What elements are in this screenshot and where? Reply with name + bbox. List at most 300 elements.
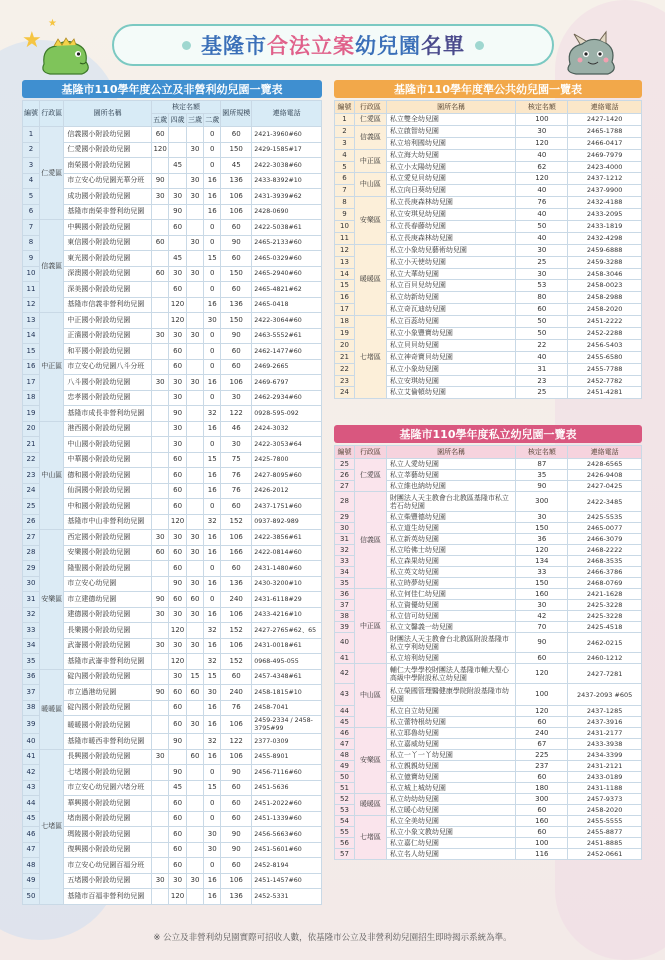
cell-n: 180 bbox=[516, 783, 568, 794]
cell-n bbox=[151, 561, 168, 577]
cell-n bbox=[151, 499, 168, 515]
cell-no: 48 bbox=[23, 858, 40, 874]
cell-n: 0 bbox=[204, 235, 221, 251]
cell-name: 深澳國小附設幼兒園 bbox=[64, 266, 152, 282]
cell-n bbox=[151, 796, 168, 812]
cell-n: 60 bbox=[516, 304, 568, 316]
cell-n: 106 bbox=[221, 607, 252, 623]
cell-n bbox=[151, 359, 168, 375]
cell-no: 4 bbox=[335, 149, 355, 161]
cell-n: 60 bbox=[169, 685, 186, 701]
cell-n: 30 bbox=[516, 125, 568, 137]
cell-n bbox=[169, 127, 186, 143]
cell-no: 21 bbox=[23, 437, 40, 453]
cell-name: 港西國小附設幼兒園 bbox=[64, 421, 152, 437]
cell-n: 30 bbox=[204, 827, 221, 843]
cell-tel: 2462-2934#60 bbox=[252, 390, 322, 406]
cell-n bbox=[186, 158, 203, 174]
cell-tel: 2422-3856#61 bbox=[252, 530, 322, 546]
cell-n: 90 bbox=[221, 328, 252, 344]
cell-name: 私立幼新幼兒園 bbox=[386, 292, 516, 304]
cell-n: 45 bbox=[169, 158, 186, 174]
table-row bbox=[23, 765, 322, 781]
cell-no: 25 bbox=[335, 459, 355, 470]
quasi-table-title: 基隆市110學年度準公共幼兒園一覽表 bbox=[334, 80, 642, 98]
cell-n: 60 bbox=[169, 842, 186, 858]
cell-n: 100 bbox=[516, 684, 568, 706]
title-part-4: 名單 bbox=[421, 34, 465, 58]
page-title bbox=[201, 30, 465, 60]
cell-n: 60 bbox=[516, 827, 568, 838]
cell-tel: 2451-4281 bbox=[568, 387, 642, 399]
cell-n: 53 bbox=[516, 280, 568, 292]
table-row bbox=[335, 794, 642, 805]
cell-no: 42 bbox=[335, 664, 355, 684]
cell-n: 16 bbox=[204, 889, 221, 905]
cell-n: 150 bbox=[516, 578, 568, 589]
cell-n bbox=[151, 716, 168, 734]
cell-tel: 2465-1788 bbox=[568, 125, 642, 137]
cell-tel: 2425-4518 bbox=[568, 622, 642, 633]
cell-tel: 2422-3485 bbox=[568, 492, 642, 512]
cell-n: 0 bbox=[204, 796, 221, 812]
table-row bbox=[335, 728, 642, 739]
cell-dist: 七堵區 bbox=[40, 749, 64, 904]
cell-tel: 2431-0018#61 bbox=[252, 638, 322, 654]
cell-name: 八斗國小附設幼兒園 bbox=[64, 375, 152, 391]
cell-n: 45 bbox=[169, 251, 186, 267]
cell-no: 14 bbox=[23, 328, 40, 344]
cell-n: 60 bbox=[169, 344, 186, 360]
table-row bbox=[23, 220, 322, 236]
cell-n: 30 bbox=[151, 530, 168, 546]
cell-name: 基隆市成長非營利幼兒園 bbox=[64, 406, 152, 422]
cell-dist: 信義區 bbox=[40, 220, 64, 313]
cell-tel: 2459-6888 bbox=[568, 244, 642, 256]
cell-name: 建德國小附設幼兒園 bbox=[64, 607, 152, 623]
table-row bbox=[23, 142, 322, 158]
cell-name: 私立全美幼兒園 bbox=[386, 816, 516, 827]
cell-no: 2 bbox=[335, 125, 355, 137]
cell-tel: 2426-2012 bbox=[252, 483, 322, 499]
table-row bbox=[23, 827, 322, 843]
cell-name: 信義國小附設幼兒園 bbox=[64, 127, 152, 143]
cell-n: 30 bbox=[169, 669, 186, 685]
cell-n: 30 bbox=[221, 390, 252, 406]
cell-name: 德和國小附設幼兒園 bbox=[64, 468, 152, 484]
cell-dist: 中正區 bbox=[40, 313, 64, 422]
cell-n: 106 bbox=[221, 204, 252, 220]
cell-n: 32 bbox=[204, 654, 221, 670]
cell-n: 23 bbox=[516, 375, 568, 387]
cell-no: 15 bbox=[335, 280, 355, 292]
header-capacity: 核定名額 bbox=[151, 101, 220, 114]
cell-name: 私立名人幼兒園 bbox=[386, 849, 516, 860]
cell-no: 56 bbox=[335, 838, 355, 849]
table-row bbox=[23, 623, 322, 639]
cell-dist: 七堵區 bbox=[354, 316, 386, 399]
cell-name: 私立百蕊幼兒園 bbox=[386, 316, 516, 328]
cell-name: 私立嘉威幼兒園 bbox=[386, 739, 516, 750]
cell-name: 中華國小附設幼兒園 bbox=[64, 452, 152, 468]
cell-name: 基隆市百福非營利幼兒園 bbox=[64, 889, 152, 905]
cell-no: 9 bbox=[23, 251, 40, 267]
cell-n: 30 bbox=[169, 328, 186, 344]
cell-tel: 2466-3786 bbox=[568, 567, 642, 578]
table-row bbox=[23, 328, 322, 344]
cell-no: 37 bbox=[23, 685, 40, 701]
cell-name: 私立小天使幼兒園 bbox=[386, 256, 516, 268]
cell-tel: 2460-1212 bbox=[568, 653, 642, 664]
cell-n bbox=[151, 452, 168, 468]
cell-n: 116 bbox=[516, 849, 568, 860]
cell-n: 150 bbox=[516, 523, 568, 534]
cell-no: 40 bbox=[23, 734, 40, 750]
cell-tel: 2458-3046 bbox=[568, 268, 642, 280]
table-row bbox=[23, 313, 322, 329]
cell-no: 55 bbox=[335, 827, 355, 838]
cell-no: 22 bbox=[23, 452, 40, 468]
cell-n bbox=[186, 765, 203, 781]
cell-n bbox=[186, 452, 203, 468]
cell-n bbox=[151, 204, 168, 220]
cell-no: 54 bbox=[335, 816, 355, 827]
cell-n: 30 bbox=[186, 576, 203, 592]
cell-no: 5 bbox=[23, 189, 40, 205]
cell-n: 0 bbox=[204, 437, 221, 453]
cell-n: 30 bbox=[221, 437, 252, 453]
cell-n: 30 bbox=[186, 235, 203, 251]
cell-n: 60 bbox=[221, 251, 252, 267]
cell-no: 19 bbox=[23, 406, 40, 422]
cell-n: 60 bbox=[169, 220, 186, 236]
cell-n: 30 bbox=[516, 600, 568, 611]
quasi-public-kindergarten-table bbox=[334, 100, 642, 399]
cell-n: 60 bbox=[169, 499, 186, 515]
cell-n bbox=[151, 654, 168, 670]
table-row bbox=[335, 125, 642, 137]
cell-name: 私立何佳仁幼兒園 bbox=[386, 589, 516, 600]
cell-name: 私立貝貝幼兒園 bbox=[386, 339, 516, 351]
cell-n: 60 bbox=[221, 796, 252, 812]
cell-n: 30 bbox=[186, 189, 203, 205]
cell-n: 25 bbox=[516, 387, 568, 399]
cell-name: 私立自立幼兒園 bbox=[386, 706, 516, 717]
table-row bbox=[23, 842, 322, 858]
cell-tel: 2433-3938 bbox=[568, 739, 642, 750]
cell-tel: 2458-7041 bbox=[252, 700, 322, 716]
cell-no: 12 bbox=[23, 297, 40, 313]
cell-name: 私立長庚森林幼兒園 bbox=[386, 197, 516, 209]
table-row bbox=[335, 149, 642, 161]
table-row bbox=[23, 173, 322, 189]
cell-no: 38 bbox=[23, 700, 40, 716]
cell-n: 120 bbox=[169, 313, 186, 329]
cell-n bbox=[151, 514, 168, 530]
cell-n: 60 bbox=[221, 858, 252, 874]
cell-no: 46 bbox=[335, 728, 355, 739]
cell-name: 基隆市暖西非營利幼兒園 bbox=[64, 734, 152, 750]
cell-no: 3 bbox=[335, 137, 355, 149]
cell-tel: 2433-2095 bbox=[568, 209, 642, 221]
cell-dist: 仁愛區 bbox=[40, 127, 64, 220]
cell-n: 30 bbox=[186, 873, 203, 889]
cell-n: 40 bbox=[516, 351, 568, 363]
table-row bbox=[335, 816, 642, 827]
cell-tel: 2469-7979 bbox=[568, 149, 642, 161]
cell-no: 36 bbox=[23, 669, 40, 685]
cell-n: 60 bbox=[169, 796, 186, 812]
cell-name: 私立愛兒貝幼兒園 bbox=[386, 173, 516, 185]
cell-n: 30 bbox=[186, 716, 203, 734]
cell-dist: 信義區 bbox=[354, 125, 386, 149]
cell-name: 私立培利國幼兒園 bbox=[386, 137, 516, 149]
cell-n bbox=[151, 700, 168, 716]
cell-n: 60 bbox=[186, 749, 203, 765]
cell-tel: 2427-2765#62、65 bbox=[252, 623, 322, 639]
table-row bbox=[23, 375, 322, 391]
cell-tel: 2452-5331 bbox=[252, 889, 322, 905]
cell-n: 60 bbox=[221, 499, 252, 515]
cell-n: 25 bbox=[516, 256, 568, 268]
cell-n: 160 bbox=[516, 589, 568, 600]
cell-name: 私立莘藝幼兒園 bbox=[386, 470, 516, 481]
table-row bbox=[23, 796, 322, 812]
cell-no: 28 bbox=[23, 545, 40, 561]
cell-tel: 2432-4298 bbox=[568, 232, 642, 244]
cell-tel: 2452-8194 bbox=[252, 858, 322, 874]
cell-n: 30 bbox=[186, 545, 203, 561]
cell-n bbox=[186, 796, 203, 812]
cell-n: 120 bbox=[169, 297, 186, 313]
cell-n bbox=[186, 561, 203, 577]
cell-n: 16 bbox=[204, 375, 221, 391]
cell-tel: 2437-1285 bbox=[568, 706, 642, 717]
cell-tel: 2427-0425 bbox=[568, 481, 642, 492]
cell-name: 私立森果幼兒園 bbox=[386, 556, 516, 567]
cell-n: 120 bbox=[169, 889, 186, 905]
cell-name: 私立小象豐寶幼兒園 bbox=[386, 328, 516, 340]
cell-n: 60 bbox=[169, 827, 186, 843]
cell-n: 136 bbox=[221, 576, 252, 592]
cell-n: 15 bbox=[204, 251, 221, 267]
cell-no: 4 bbox=[23, 173, 40, 189]
cell-tel: 2465-0329#60 bbox=[252, 251, 322, 267]
cell-tel: 2434-3399 bbox=[568, 750, 642, 761]
cell-n: 120 bbox=[169, 654, 186, 670]
cell-n bbox=[186, 858, 203, 874]
cell-n: 0 bbox=[204, 359, 221, 375]
cell-n: 30 bbox=[151, 873, 168, 889]
cell-n: 60 bbox=[221, 669, 252, 685]
cell-no: 48 bbox=[335, 750, 355, 761]
cell-n: 60 bbox=[169, 545, 186, 561]
cell-no: 51 bbox=[335, 783, 355, 794]
cell-n: 120 bbox=[516, 137, 568, 149]
cell-n: 60 bbox=[221, 359, 252, 375]
cell-name: 私立小太陽幼兒園 bbox=[386, 161, 516, 173]
cell-tel: 2468-0769 bbox=[568, 578, 642, 589]
cell-n: 30 bbox=[169, 437, 186, 453]
cell-tel: 2468-3535 bbox=[568, 556, 642, 567]
cell-tel: 2451-5601#60 bbox=[252, 842, 322, 858]
cell-n: 15 bbox=[204, 669, 221, 685]
cell-no: 37 bbox=[335, 600, 355, 611]
cell-tel: 2451-1339#60 bbox=[252, 811, 322, 827]
header-four: 四歲 bbox=[169, 114, 186, 127]
cell-n: 30 bbox=[169, 266, 186, 282]
cell-dist: 七堵區 bbox=[354, 816, 386, 860]
cell-no: 24 bbox=[335, 387, 355, 399]
cell-name: 深美國小附設幼兒園 bbox=[64, 282, 152, 298]
cell-n: 120 bbox=[516, 664, 568, 684]
cell-name: 私立幼幼幼兒園 bbox=[386, 794, 516, 805]
cell-n: 60 bbox=[169, 452, 186, 468]
cell-n bbox=[151, 282, 168, 298]
cell-name: 長樂國小附設幼兒園 bbox=[64, 623, 152, 639]
cell-n: 40 bbox=[516, 232, 568, 244]
cell-no: 50 bbox=[335, 772, 355, 783]
cell-n: 120 bbox=[169, 623, 186, 639]
cell-n: 60 bbox=[169, 483, 186, 499]
cell-n: 60 bbox=[221, 561, 252, 577]
cell-name: 私立長春藤幼兒園 bbox=[386, 221, 516, 233]
cell-no: 29 bbox=[23, 561, 40, 577]
cell-tel: 2462-0215 bbox=[568, 633, 642, 653]
cell-tel: 2455-5555 bbox=[568, 816, 642, 827]
cell-tel: 2421-3960#60 bbox=[252, 127, 322, 143]
cell-n bbox=[186, 811, 203, 827]
cell-tel: 2462-1477#60 bbox=[252, 344, 322, 360]
cell-n: 40 bbox=[516, 209, 568, 221]
header-district: 行政區 bbox=[40, 101, 64, 127]
header-three: 三歲 bbox=[186, 114, 203, 127]
cell-no: 14 bbox=[335, 268, 355, 280]
cell-n: 240 bbox=[516, 728, 568, 739]
table-row bbox=[23, 607, 322, 623]
cell-name: 私立一丫一丫幼兒園 bbox=[386, 750, 516, 761]
cell-name: 私立培利幼兒園 bbox=[386, 653, 516, 664]
table-row bbox=[335, 664, 642, 684]
cell-name: 七堵國小附設幼兒園 bbox=[64, 765, 152, 781]
cell-n: 16 bbox=[204, 204, 221, 220]
cell-n: 122 bbox=[221, 406, 252, 422]
cell-tel: 0928-595-092 bbox=[252, 406, 322, 422]
cell-name: 私立維也納幼兒園 bbox=[386, 481, 516, 492]
table-row bbox=[23, 592, 322, 608]
cell-tel: 2459-2334 / 2458-3795#99 bbox=[252, 716, 322, 734]
cell-name: 東光國小附設幼兒園 bbox=[64, 251, 152, 267]
cell-n: 0 bbox=[204, 811, 221, 827]
cell-tel: 2465-0418 bbox=[252, 297, 322, 313]
cell-tel: 2466-3079 bbox=[568, 534, 642, 545]
cell-name: 私立英文幼兒園 bbox=[386, 567, 516, 578]
cell-name: 基隆市中山非營利幼兒園 bbox=[64, 514, 152, 530]
cell-name: 私立信可幼兒園 bbox=[386, 611, 516, 622]
cell-dist: 信義區 bbox=[354, 492, 386, 589]
cell-n: 36 bbox=[516, 534, 568, 545]
cell-tel: 2455-6580 bbox=[568, 351, 642, 363]
cell-n bbox=[151, 468, 168, 484]
cell-no: 9 bbox=[335, 209, 355, 221]
public-table-title: 基隆市110學年度公立及非營利幼兒園一覽表 bbox=[22, 80, 322, 98]
cell-n bbox=[151, 406, 168, 422]
cell-no: 27 bbox=[23, 530, 40, 546]
cell-tel: 2425-5535 bbox=[568, 512, 642, 523]
cell-n: 240 bbox=[221, 685, 252, 701]
table-row bbox=[23, 468, 322, 484]
header-name: 園所名稱 bbox=[64, 101, 152, 127]
cell-n: 152 bbox=[221, 623, 252, 639]
cell-n: 67 bbox=[516, 739, 568, 750]
cell-n bbox=[186, 842, 203, 858]
cell-dist: 仁愛區 bbox=[354, 114, 386, 126]
cell-n: 60 bbox=[221, 220, 252, 236]
cell-no: 27 bbox=[335, 481, 355, 492]
cell-no: 33 bbox=[23, 623, 40, 639]
footer-note: ※ 公立及非營利幼兒園實際可招收人數，依基隆市公立及非營利幼兒園招生即時揭示系統為準。 bbox=[153, 933, 512, 943]
cell-name: 中山國小附設幼兒園 bbox=[64, 437, 152, 453]
cell-name: 私立向日葵幼兒園 bbox=[386, 185, 516, 197]
cell-n: 60 bbox=[169, 561, 186, 577]
cell-n: 30 bbox=[186, 173, 203, 189]
cell-n: 0 bbox=[204, 282, 221, 298]
cell-n: 0 bbox=[204, 765, 221, 781]
cell-no: 5 bbox=[335, 161, 355, 173]
cell-n: 30 bbox=[169, 607, 186, 623]
cell-n: 60 bbox=[169, 359, 186, 375]
cell-n bbox=[186, 654, 203, 670]
cell-n: 75 bbox=[221, 452, 252, 468]
cell-n: 60 bbox=[169, 858, 186, 874]
cell-n bbox=[186, 437, 203, 453]
cell-no: 24 bbox=[23, 483, 40, 499]
table-row bbox=[23, 669, 322, 685]
cell-name: 堵南國小附設幼兒園 bbox=[64, 811, 152, 827]
cell-n: 160 bbox=[516, 816, 568, 827]
cell-name: 長興國小附設幼兒園 bbox=[64, 749, 152, 765]
cell-tel: 2456-5403 bbox=[568, 339, 642, 351]
cell-n bbox=[169, 142, 186, 158]
cell-tel: 2421-1628 bbox=[568, 589, 642, 600]
cell-n: 90 bbox=[151, 685, 168, 701]
cell-tel: 2457-4348#61 bbox=[252, 669, 322, 685]
cell-n: 30 bbox=[151, 375, 168, 391]
cell-no: 47 bbox=[335, 739, 355, 750]
cell-n bbox=[151, 421, 168, 437]
cell-tel: 2433-8392#10 bbox=[252, 173, 322, 189]
cell-n: 120 bbox=[169, 514, 186, 530]
cell-n bbox=[186, 297, 203, 313]
cell-dist: 暖暖區 bbox=[354, 244, 386, 315]
cell-n bbox=[151, 313, 168, 329]
cell-n: 80 bbox=[516, 292, 568, 304]
cell-name: 輔仁大學學校財團法人基隆市輔大聖心高級中學附設私立幼兒園 bbox=[386, 664, 516, 684]
cell-no: 36 bbox=[335, 589, 355, 600]
header-total: 園所規模 bbox=[221, 101, 252, 127]
cell-name: 市立建德幼兒園 bbox=[64, 592, 152, 608]
cell-name: 正濱國小附設幼兒園 bbox=[64, 328, 152, 344]
cell-n: 136 bbox=[221, 173, 252, 189]
cell-n: 60 bbox=[169, 700, 186, 716]
cell-tel: 2431-1480#60 bbox=[252, 561, 322, 577]
cell-tel: 2422-5038#61 bbox=[252, 220, 322, 236]
table-row bbox=[23, 561, 322, 577]
cell-n: 16 bbox=[204, 576, 221, 592]
title-part-1: 基隆市 bbox=[201, 34, 267, 58]
header-five: 五歲 bbox=[151, 114, 168, 127]
cell-n: 30 bbox=[516, 268, 568, 280]
